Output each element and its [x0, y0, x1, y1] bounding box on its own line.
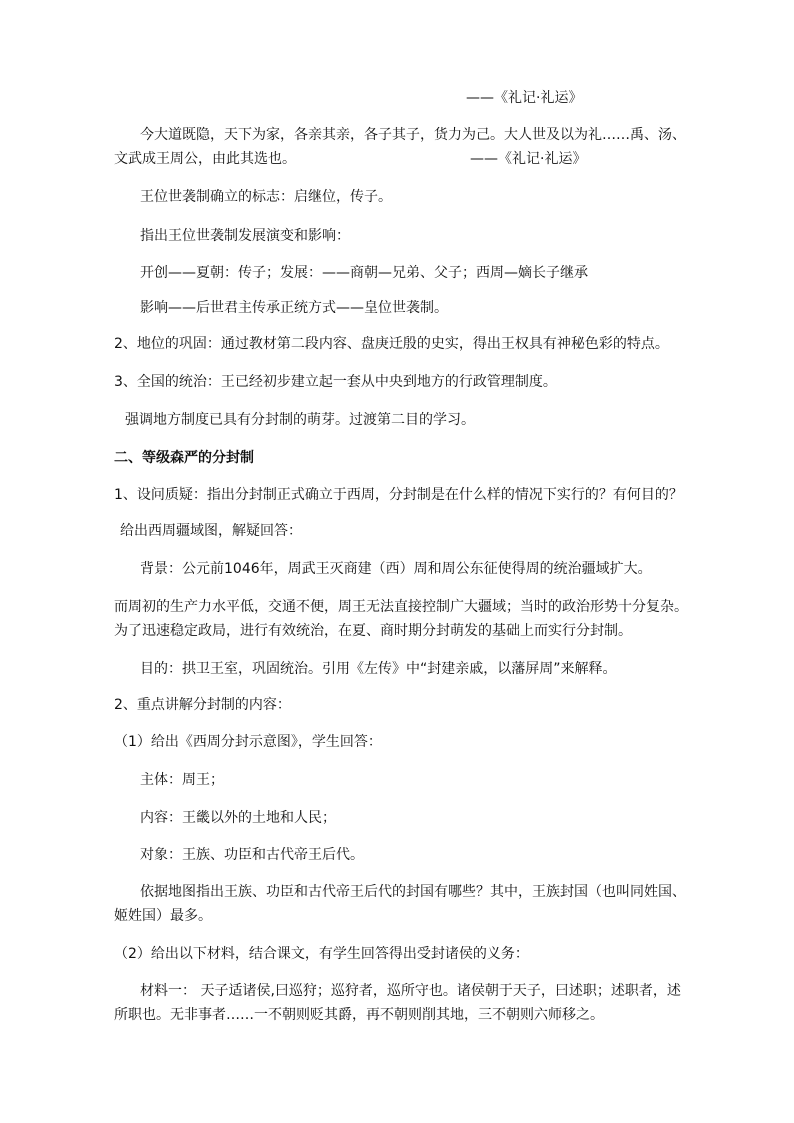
paragraph-line: 王位世袭制确立的标志：启继位，传子。 [140, 189, 392, 205]
section-heading: 二、等级森严的分封制 [114, 450, 254, 466]
paragraph-line: 依据地图指出王族、功臣和古代帝王后代的封国有哪些？其中，王族封国（也叫同姓国、 [140, 884, 686, 900]
paragraph-line: 为了迅速稳定政局，进行有效统治，在夏、商时期分封萌发的基础上而实行分封制。 [114, 623, 632, 639]
paragraph-line: 2、地位的巩固：通过教材第二段内容、盘庚迁殷的史实，得出王权具有神秘色彩的特点。 [114, 336, 669, 352]
paragraph-line: （1）给出《西周分封示意图》，学生回答： [114, 734, 382, 750]
paragraph-line: 2、重点讲解分封制的内容： [114, 697, 291, 713]
paragraph-line: 1、设问质疑：指出分封制正式确立于西周，分封制是在什么样的情况下实行的？有何目的？ [114, 487, 683, 503]
paragraph-line: 给出西周疆域图，解疑回答： [120, 523, 302, 539]
paragraph-line: 强调地方制度已具有分封制的萌芽。过渡第二目的学习。 [125, 412, 475, 428]
source-citation: ——《礼记·礼运》 [470, 151, 587, 167]
paragraph-line: 影响——后世君主传承正统方式——皇位世袭制。 [140, 300, 448, 316]
paragraph-line: 背景：公元前1046年，周武王灭商建（西）周和周公东征使得周的统治疆域扩大。 [140, 561, 652, 577]
paragraph-line: （2）给出以下材料，结合课文，有学生回答得出受封诸侯的义务： [114, 946, 529, 962]
paragraph-line: 材料一： 天子适诸侯,曰巡狩；巡狩者，巡所守也。诸侯朝于天子，曰述职；述职者，述 [140, 983, 681, 999]
paragraph-line: 而周初的生产力水平低，交通不便，周王无法直接控制广大疆域；当时的政治形势十分复杂。 [114, 599, 688, 615]
paragraph-line: 开创——夏朝：传子；发展：——商朝—兄弟、父子；西周—嫡长子继承 [140, 265, 588, 281]
paragraph-line: 主体：周王； [140, 772, 224, 788]
paragraph-line: 指出王位世袭制发展演变和影响： [140, 228, 350, 244]
source-citation: ——《礼记·礼运》 [466, 90, 583, 106]
paragraph-line: 文武成王周公，由此其选也。 [114, 151, 296, 167]
paragraph-line: 姬姓国）最多。 [114, 908, 212, 924]
paragraph-line: 所职也。无非事者……一不朝则贬其爵，再不朝则削其地，三不朝则六师移之。 [114, 1007, 604, 1023]
paragraph-line: 目的：拱卫王室，巩固统治。引用《左传》中“封建亲戚，以藩屏周”来解释。 [140, 661, 617, 677]
paragraph-line: 今大道既隐，天下为家，各亲其亲，各子其子，货力为己。大人世及以为礼……禹、汤、 [140, 127, 686, 143]
paragraph-line: 内容：王畿以外的土地和人民； [140, 810, 336, 826]
paragraph-line: 3、全国的统治：王已经初步建立起一套从中央到地方的行政管理制度。 [114, 374, 557, 390]
paragraph-line: 对象：王族、功臣和古代帝王后代。 [140, 847, 364, 863]
